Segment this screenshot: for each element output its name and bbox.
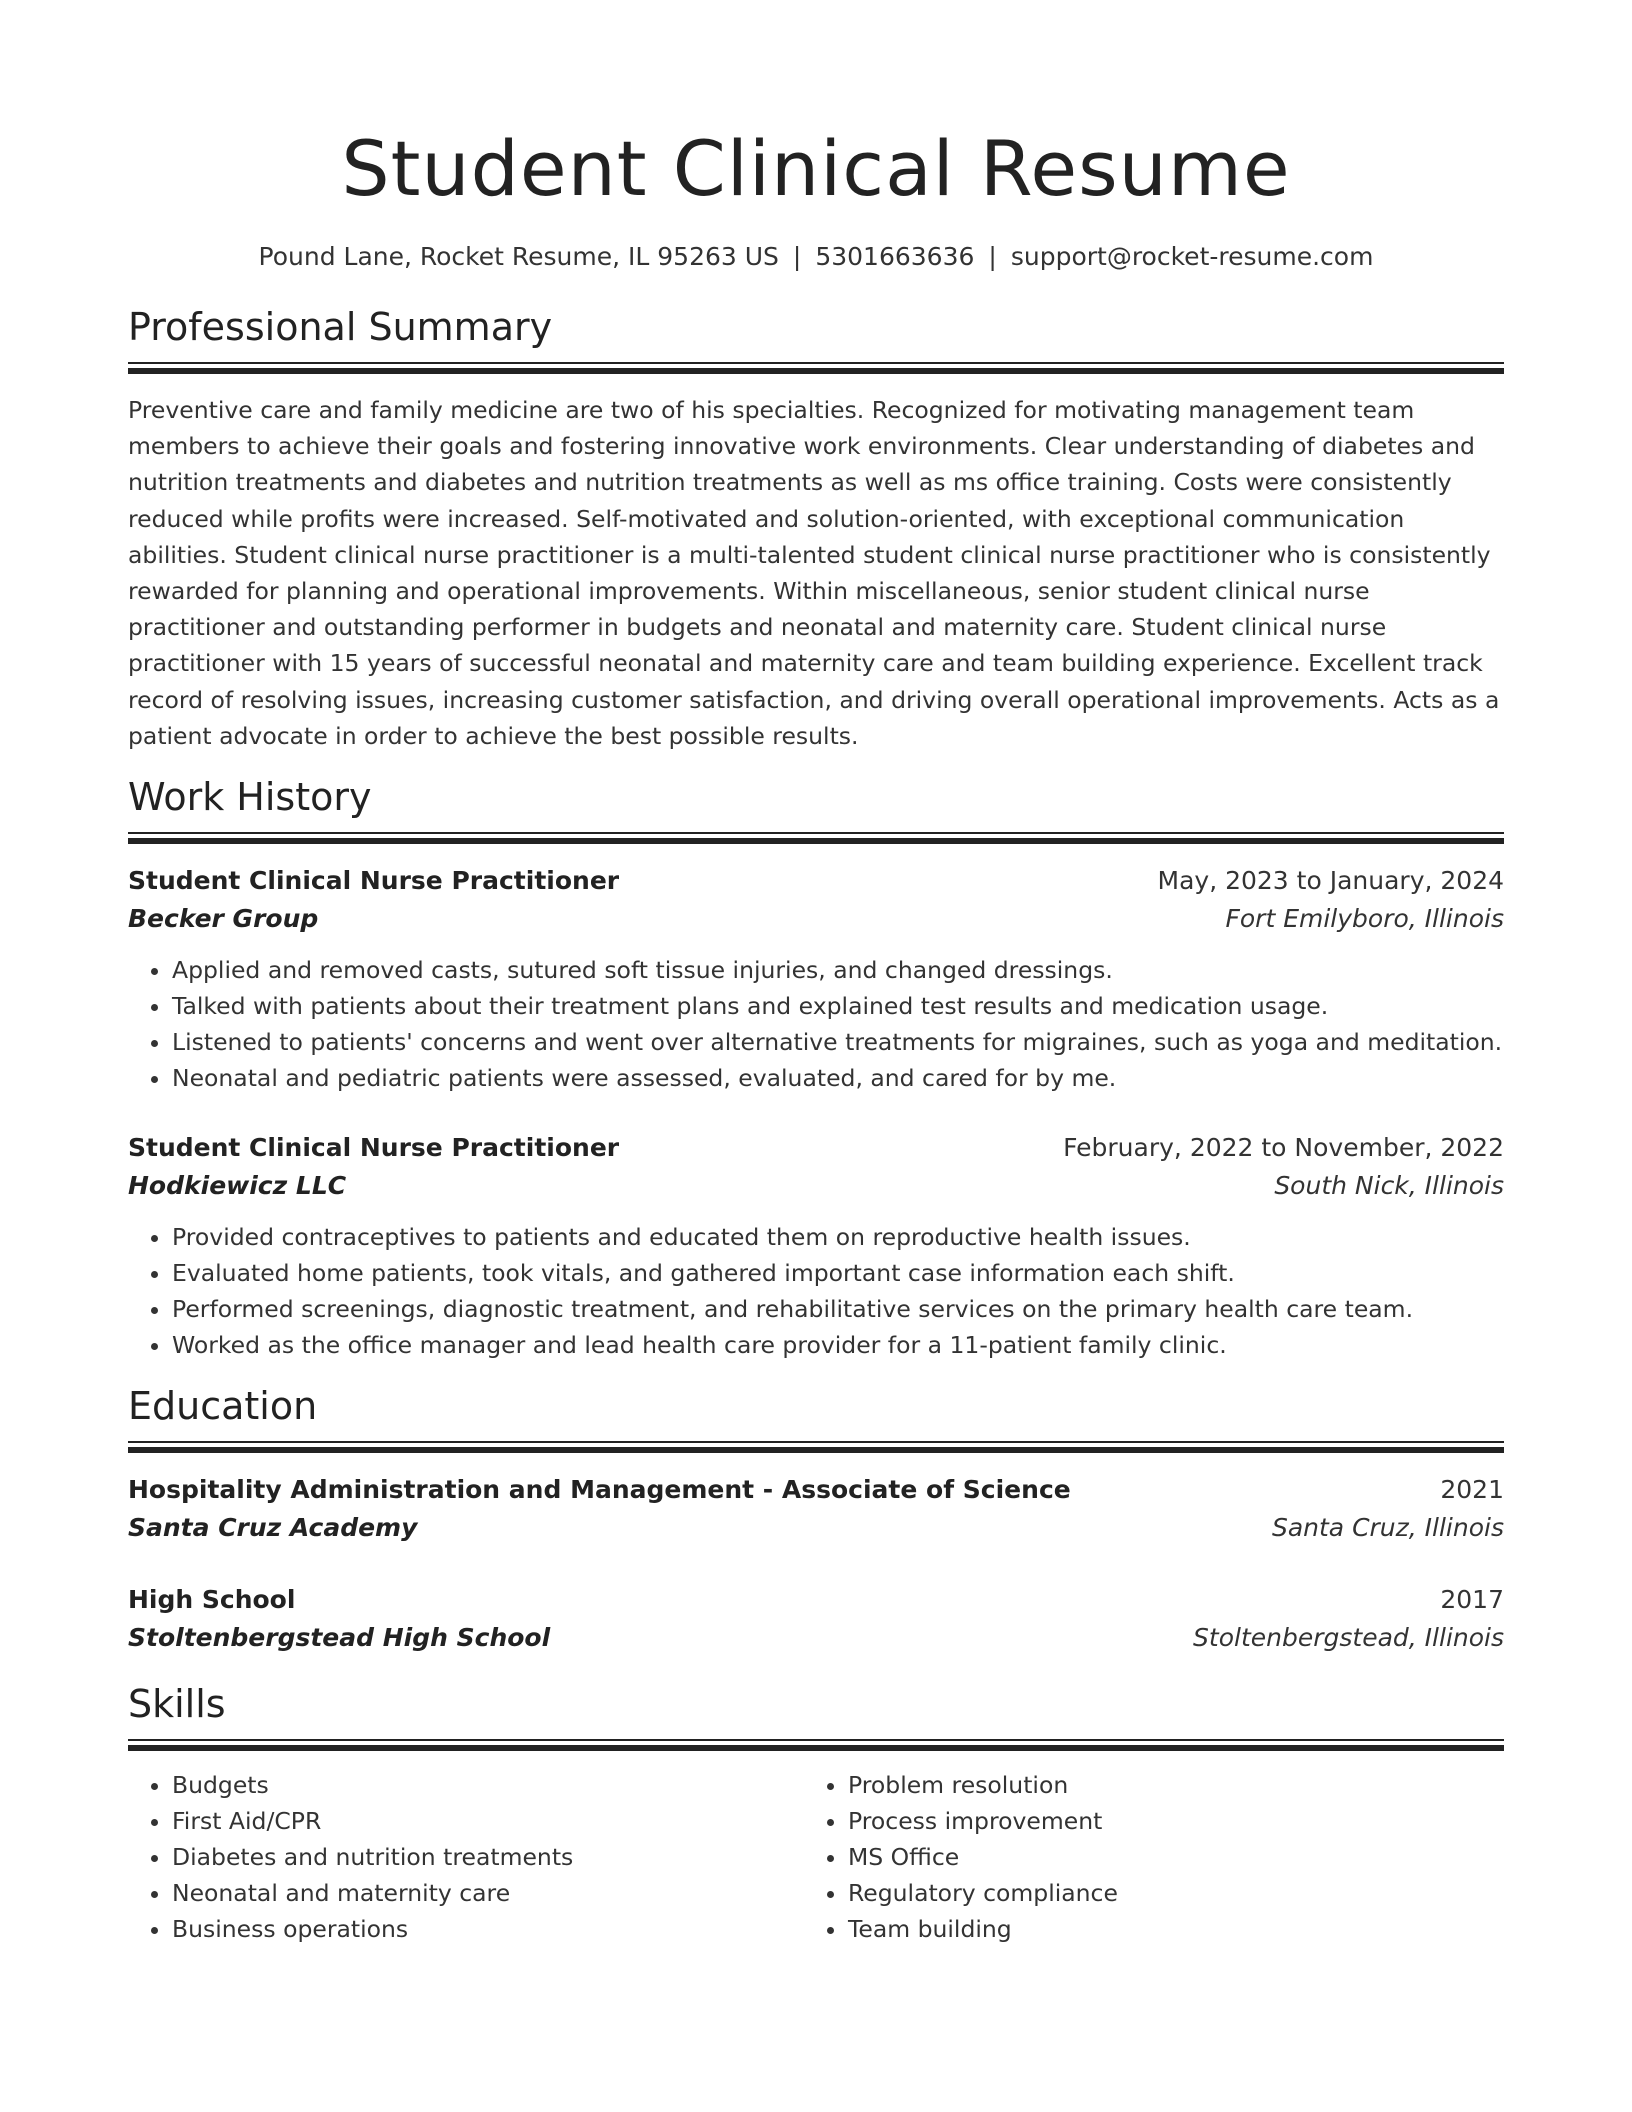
school-name: Stoltenbergstead High School bbox=[128, 1623, 551, 1653]
list-item: • Worked as the office manager and lead health care provider for a 11-patient family clinic. bbox=[172, 1327, 1504, 1363]
contact-address: Pound Lane, Rocket Resume, IL 95263 US bbox=[258, 242, 779, 271]
skills-list-right bbox=[804, 1767, 1480, 1947]
section-heading-summary: Professional Summary bbox=[128, 305, 553, 349]
job-dates: February, 2022 to November, 2022 bbox=[1063, 1133, 1504, 1163]
list-item: • Applied and removed casts, sutured soft tissue injuries, and changed dressings. bbox=[172, 952, 1504, 988]
skill-item: • Regulatory compliance bbox=[848, 1875, 1480, 1911]
skill-item: • Team building bbox=[848, 1911, 1480, 1947]
job-duties-list bbox=[128, 952, 1504, 1096]
contact-line bbox=[128, 239, 1504, 275]
school-name: Santa Cruz Academy bbox=[128, 1513, 418, 1543]
summary-text: Preventive care and family medicine are two of his specialties. Recognized for motivating management team members to achieve their goals and fostering innovative work environments. Clear understanding of diabetes and nutrition treatments and diabetes and nutrition treatments as well as ms office training. Costs were consistently reduced while profits were increased. Self-motivated and solution-oriented, with exceptional communication abilities. Student clinical nurse practitioner is a multi-talented student clinical nurse practitioner who is consistently rewarded for planning and operational improvements. Within miscellaneous, senior student clinical nurse practitioner and outstanding performer in budgets and neonatal and maternity care. Student clinical nurse practitioner with 15 years of successful neonatal and maternity care and team building experience. Excellent track record of resolving issues, increasing customer satisfaction, and driving overall operational improvements. Acts as a patient advocate in order to achieve the best possible results. bbox=[128, 396, 1500, 750]
company-name: Becker Group bbox=[128, 904, 319, 934]
list-item: • Performed screenings, diagnostic treatment, and rehabilitative services on the primary health care team. bbox=[172, 1291, 1504, 1327]
skill-item: • Budgets bbox=[172, 1767, 804, 1803]
skill-item: • Neonatal and maternity care bbox=[172, 1875, 804, 1911]
skill-item: • Diabetes and nutrition treatments bbox=[172, 1839, 804, 1875]
section-heading-work: Work History bbox=[128, 775, 372, 820]
section-divider bbox=[128, 1739, 1504, 1753]
job-title: Student Clinical Nurse Practitioner bbox=[128, 1133, 620, 1163]
contact-phone: 5301663636 bbox=[815, 242, 975, 271]
school-location: Stoltenbergstead, Illinois bbox=[1193, 1623, 1504, 1653]
contact-email: support@rocket-resume.com bbox=[1010, 242, 1374, 271]
job-entry bbox=[128, 862, 1504, 1096]
work-history-section bbox=[128, 772, 1504, 1363]
skills-section bbox=[128, 1679, 1504, 1947]
company-name: Hodkiewicz LLC bbox=[128, 1171, 347, 1201]
skill-item: • Business operations bbox=[172, 1911, 804, 1947]
contact-separator: | bbox=[792, 242, 802, 271]
list-item: • Provided contraceptives to patients and educated them on reproductive health issues. bbox=[172, 1219, 1504, 1255]
skill-item: • Problem resolution bbox=[848, 1767, 1480, 1803]
job-location: South Nick, Illinois bbox=[1274, 1171, 1504, 1201]
list-item: • Evaluated home patients, took vitals, and gathered important case information each shift. bbox=[172, 1255, 1504, 1291]
education-section bbox=[128, 1381, 1504, 1657]
skills-list-left bbox=[128, 1767, 804, 1947]
resume-page bbox=[128, 0, 1504, 1947]
job-location: Fort Emilyboro, Illinois bbox=[1225, 904, 1504, 934]
resume-name: Student Clinical Resume bbox=[341, 124, 1291, 213]
job-duties-list bbox=[128, 1219, 1504, 1363]
section-divider bbox=[128, 1441, 1504, 1455]
list-item: • Neonatal and pediatric patients were assessed, evaluated, and cared for by me. bbox=[172, 1060, 1504, 1096]
list-item: • Talked with patients about their treatment plans and explained test results and medication usage. bbox=[172, 988, 1504, 1024]
skills-columns bbox=[128, 1767, 1504, 1947]
school-location: Santa Cruz, Illinois bbox=[1271, 1513, 1504, 1543]
skill-item: • Process improvement bbox=[848, 1803, 1480, 1839]
summary-section bbox=[128, 302, 1504, 754]
section-divider bbox=[128, 832, 1504, 846]
section-divider bbox=[128, 362, 1504, 376]
graduation-year: 2017 bbox=[1440, 1585, 1504, 1615]
skill-item: • MS Office bbox=[848, 1839, 1480, 1875]
job-entry bbox=[128, 1129, 1504, 1363]
section-heading-skills: Skills bbox=[128, 1682, 226, 1727]
section-heading-education: Education bbox=[128, 1384, 318, 1429]
degree-name: High School bbox=[128, 1585, 296, 1615]
job-title: Student Clinical Nurse Practitioner bbox=[128, 866, 620, 896]
education-entry bbox=[128, 1471, 1504, 1547]
degree-name: Hospitality Administration and Management - Associate of Science bbox=[128, 1475, 1071, 1505]
list-item: • Listened to patients' concerns and went over alternative treatments for migraines, such as yoga and meditation. bbox=[172, 1024, 1504, 1060]
job-dates: May, 2023 to January, 2024 bbox=[1157, 866, 1504, 896]
education-entry bbox=[128, 1581, 1504, 1657]
graduation-year: 2021 bbox=[1440, 1475, 1504, 1505]
skill-item: • First Aid/CPR bbox=[172, 1803, 804, 1839]
contact-separator: | bbox=[988, 242, 997, 271]
